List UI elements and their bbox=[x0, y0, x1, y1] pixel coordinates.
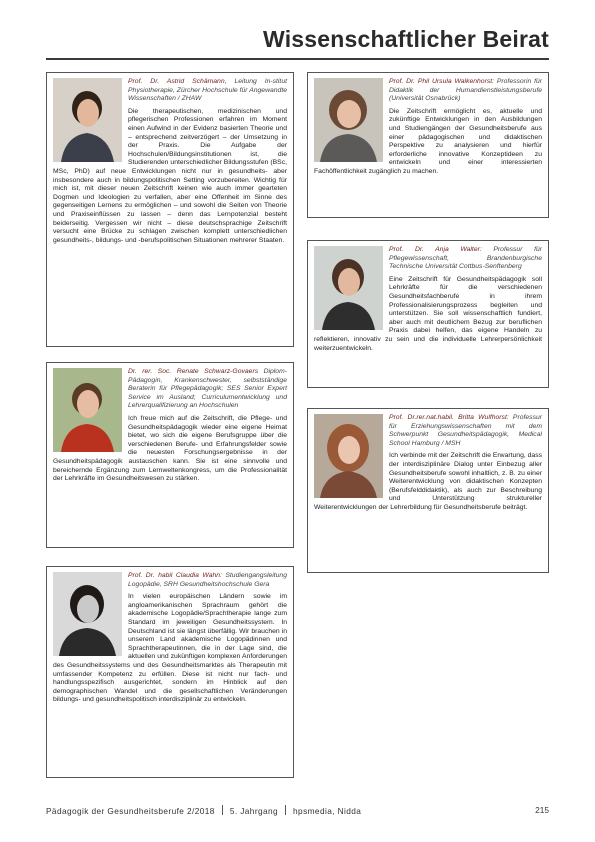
footer-journal: Pädagogik der Gesundheitsberufe 2/2018 bbox=[46, 806, 215, 816]
member-name: Prof. Dr. Phil Ursula Walkenhorst: bbox=[389, 78, 495, 85]
portrait-photo bbox=[53, 368, 122, 452]
portrait-photo bbox=[314, 246, 383, 330]
member-role: Professorin für Didaktik der Humandienstleistungsberufe (Universität Osnabrück) bbox=[389, 78, 543, 103]
member-role: Professur für Erziehungswissenschaften mit dem Schwerpunkt Gesundheitspädagogik, Medical School Hamburg / MSH bbox=[389, 414, 543, 447]
member-card-schwarz-govaers bbox=[46, 362, 294, 548]
member-name: Prof. Dr.rer.nat.habil. Britta Wulfhorst: bbox=[389, 414, 509, 421]
member-quote: Die therapeutischen, medizinischen und pflegerischen Professionen erfahren im Moment einen Aufwind in der Evidenz basierten Theorie und – entsprechend zeitverzögert – der Umsetzung in der Praxis. Die Aufgabe der Hochschulen/Bildungsinstitutionen ist, die Studierenden unterschiedlicher Bildungsstufen (BSc, MSc, PhD) auf neue Entwicklungen nicht nur in gesundheits- aber insbesondere auch in bildungspolitischen Setting vorzubereiten. Wichtig für mich ist, mit dieser neuen Zeitschrift keinen wie auch immer gearteten Dogmen und Ideologien zu verfallen, aber eine Offenheit im Sinne des gegenseitigen Lernens zu ermöglichen – und sowohl die Seiten von Theorie und Praxiseinflüssen zu lassen – denn das Lernpotenzial besteht beiderseitig. Vergessen wir nicht – diese deutschsprachige Zeitschrift versucht eine Brücke zu schlagen zwischen komplett unterschiedlichen gesundheits-, bildungs- und -berufspolitischen Situationen mehrerer Staaten. bbox=[53, 107, 287, 244]
page-number: 215 bbox=[535, 805, 549, 815]
member-quote: In vielen europäischen Ländern sowie im angloamerikanischen Sprachraum gehört die akademische Logopädie/Sprachtherapie lange zum Standard im jeweiligen Gesundheitssystem. In Deutschland ist sie längst überfällig. Wir brauchen in unserem Land akademische Logopädinnen und Sprachtherapeutinnen, die in der Lage sind, die aktuellen und zukünftigen komplexen Anforderungen des Gesundheitssystems und des Gesundheitsmarktes als Therapeutin mit umfassender Kompetenz zu erfüllen. Diese ist nicht nur fach- und handlungsspezifisch ausgerichtet, sondern im Hinblick auf den demographischen Wandel und die gesellschaftlichen Veränderungen bildungs- und gesundheitspolitisch interdisziplinär zu entwickeln. bbox=[53, 593, 287, 704]
footer-separator bbox=[285, 805, 286, 815]
member-card-wulfhorst bbox=[307, 408, 549, 573]
title-rule bbox=[46, 58, 549, 60]
member-name: Dr. rer. Soc. Renate Schwarz-Govaers bbox=[128, 368, 259, 375]
member-role: Diplom-Pädagogin, Krankenschwester, selbstständige Beraterin für Pflegepädagogik; SES Senior Expert Service im Ausland; Curriculumentwicklung und Lehrerqualifizierung an Hochschulen bbox=[128, 368, 288, 410]
page-title: Wissenschaftlicher Beirat bbox=[262, 26, 549, 52]
member-role: Professur für Pflegewissenschaft, Brandenburgische Technische Universität Cottbus-Senftenberg bbox=[389, 246, 543, 271]
member-card-walkenhorst bbox=[307, 72, 549, 218]
member-name: Prof. Dr. Astrid Schämann, bbox=[128, 78, 227, 85]
footer-volume: 5. Jahrgang bbox=[229, 806, 279, 816]
member-quote: Die Zeitschrift ermöglicht es, aktuelle und zukünftige Entwicklungen in den Ausbildungen und Studiengängen der Gesundheitsberufe aus einer pädagogischen und didaktischen Perspektive zu analysieren und hierfür erforderliche innovative Konzeptideen zu entwickeln und einer interessierten Fachöffentlichkeit zugänglich zu machen. bbox=[314, 107, 542, 175]
member-role: Studiengangsleitung Logopädie, SRH Gesundheitshochschule Gera bbox=[128, 572, 287, 588]
member-quote: Ich verbinde mit der Zeitschrift die Erwartung, dass der interdisziplinäre Dialog unter Einbezug aller Gesundheitsberufe sowohl inhaltlich, z. B. zu einer Weiterentwicklung von didaktischen Konzepten (Berufsfelddidaktik), als auch zur Beschreibung und Unterstützung struktureller Weiterentwicklungen der Lehrerbildung für Gesundheitsberufe beiträgt. bbox=[314, 452, 542, 511]
portrait-photo bbox=[314, 414, 383, 498]
member-card-walter bbox=[307, 240, 549, 388]
member-name: Prof. Dr. habil Claudia Wahn: bbox=[128, 572, 222, 579]
member-name: Prof. Dr. Anja Walter: bbox=[389, 246, 482, 253]
page-footer bbox=[46, 805, 549, 819]
member-card-schaemann bbox=[46, 72, 294, 347]
member-quote: Ich freue mich auf die Zeitschrift, die Pflege- und Gesundheitspädagogik wieder eine eigene Heimat bietet, wo sich die eigene Berufsgruppe über die verschiedenen Berufe- und Erfahrungsfelder sowie die neuesten Forschungsergebnisse in der Gesundheitspädagogik austauschen kann. Sie ist eine sinnvolle und bereichernde Ergänzung zum Lernweltenkongress, um die Professionalität der Lehrkräfte im Gesundheitswesen zu stärken. bbox=[53, 414, 287, 483]
portrait-photo bbox=[53, 78, 122, 162]
member-quote: Eine Zeitschrift für Gesundheitspädagogik soll Lehrkräfte für die verschiedenen Gesundheitsfachberufe in ihrem Professionalisierungsprozess begleiten und unterstützen. Sie soll wissenschaftlich fundiert, aber auch mit deutlichem Bezug zur beruflichen Praxis dabei helfen, das eigene Handeln zu reflektieren, innovativ zu sein und die individuelle Lehrerpersönlichkeit weiterzuentwickeln. bbox=[314, 275, 542, 352]
footer-publisher: hpsmedia, Nidda bbox=[293, 806, 362, 816]
member-card-wahn bbox=[46, 566, 294, 778]
footer-separator bbox=[222, 805, 223, 815]
portrait-photo bbox=[53, 572, 122, 656]
member-role: Leitung In-stitut Physiotherapie, Zürcher Hochschule für Angewandte Wissenschaften / ZHAW bbox=[128, 78, 287, 103]
portrait-photo bbox=[314, 78, 383, 162]
